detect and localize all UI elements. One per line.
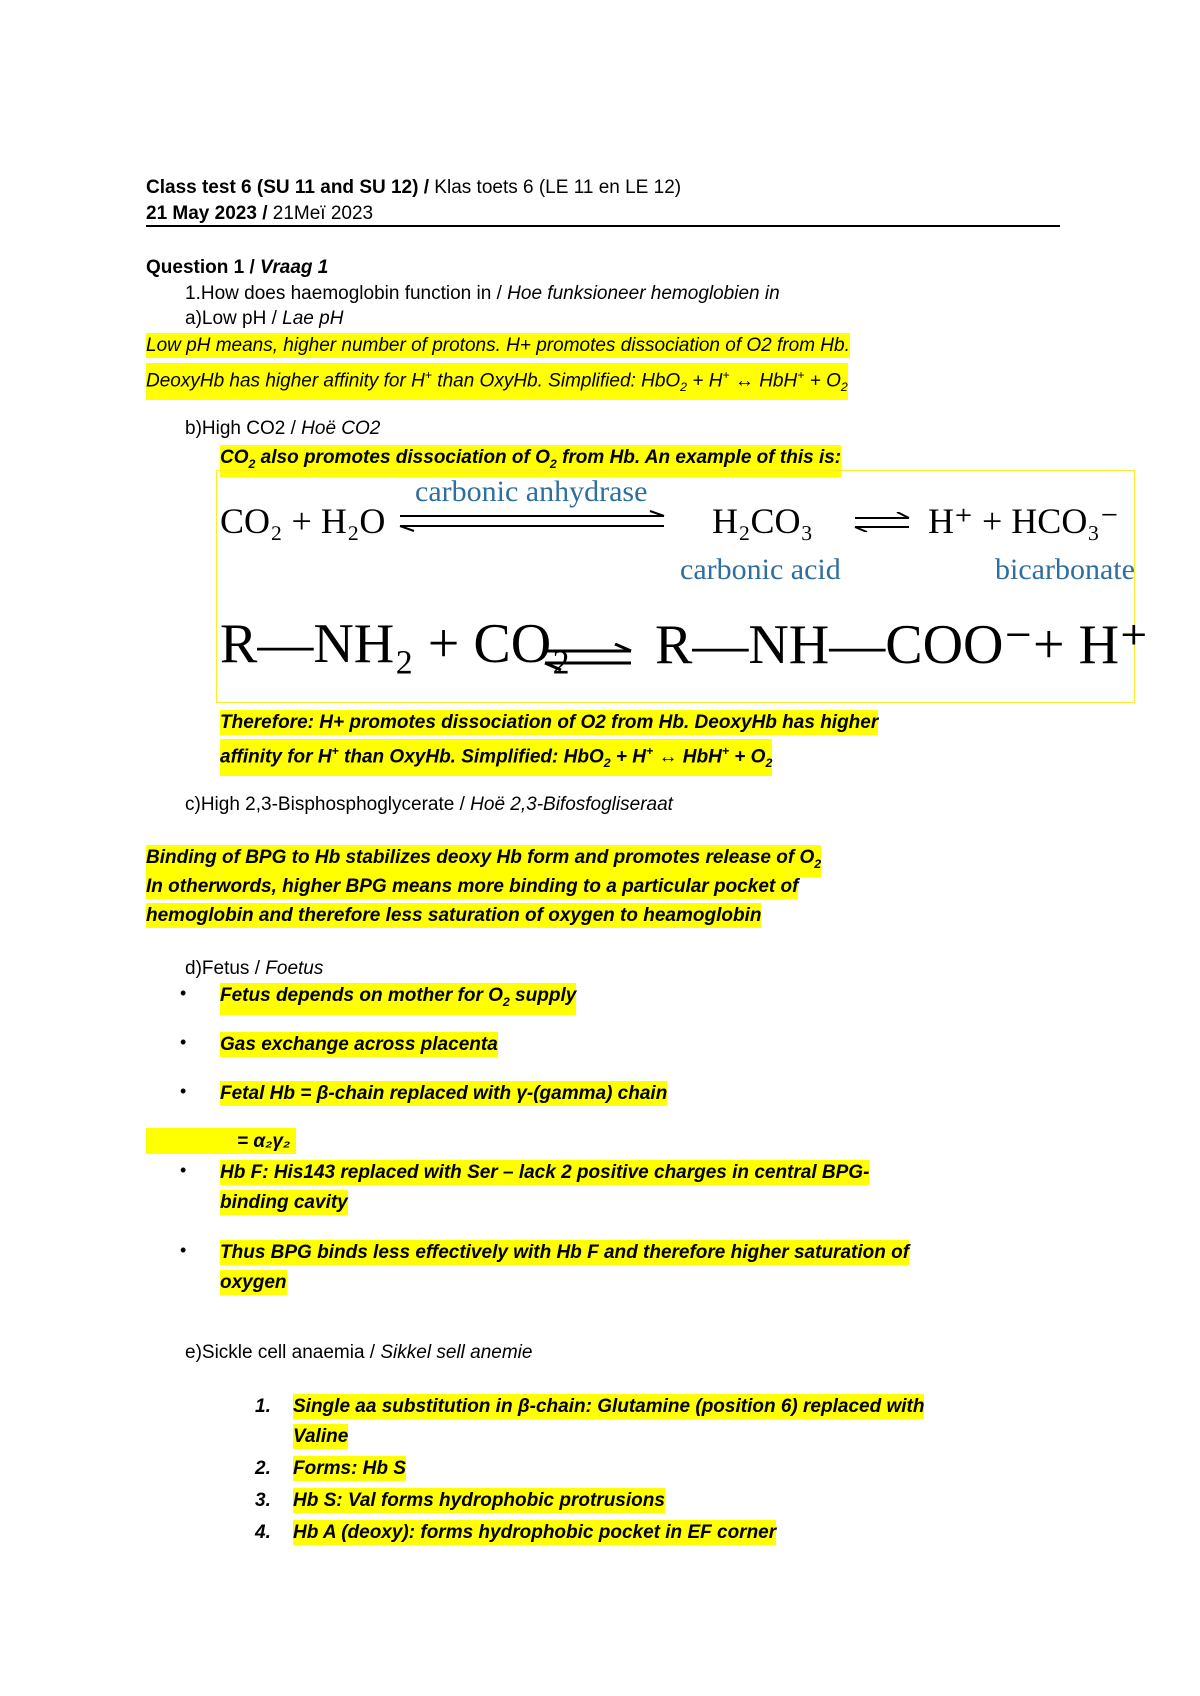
subscript-2: 2 <box>248 456 256 471</box>
superscript-plus: + <box>721 744 730 758</box>
bullet-icon: • <box>180 1081 187 1101</box>
superscript-plus: + <box>424 368 433 382</box>
part-e-item1-line2: Valine <box>293 1426 349 1447</box>
header-title <box>146 175 681 200</box>
part-b-text: + H <box>610 746 646 768</box>
eq2-right: R—NH—COO⁻+ H⁺ <box>655 614 1149 676</box>
part-a-label <box>185 306 343 331</box>
superscript-plus: + <box>331 744 339 758</box>
part-d-bullet5-line1: Thus BPG binds less effectively with Hb F and therefore higher saturation of <box>220 1242 910 1263</box>
question-intro <box>185 281 780 306</box>
header-date <box>146 201 373 226</box>
part-a-text: ↔ HbH <box>729 370 798 392</box>
part-e-item1-line1: Single aa substitution in β-chain: Glutamine (position 6) replaced with <box>293 1396 925 1417</box>
part-c-answer-line3: hemoglobin and therefore less saturation of oxygen to heamoglobin <box>146 905 762 926</box>
part-a-answer-line1: Low pH means, higher number of protons. H+ promotes dissociation of O2 from Hb. <box>146 335 850 356</box>
part-a-text: DeoxyHb has higher affinity for H <box>146 370 425 392</box>
subscript-2: 2 <box>765 756 773 771</box>
eq1-equilibrium-arrow <box>853 512 913 532</box>
part-b-text: than OxyHb. Simplified: HbO <box>338 746 604 768</box>
part-c-answer-line1 <box>146 845 821 877</box>
eq1-forward-arrow <box>398 510 668 532</box>
part-c-text: Binding of BPG to Hb stabilizes deoxy Hb form and promotes release of O <box>146 847 815 868</box>
part-d-bullet4-line1: Hb F: His143 replaced with Ser – lack 2 positive charges in central BPG- <box>220 1162 870 1183</box>
part-d-bullet4-line2: binding cavity <box>220 1192 348 1213</box>
title-en: Class test 6 (SU 11 and SU 12) / <box>146 177 430 198</box>
superscript-plus: + <box>645 744 654 758</box>
eq1-right-label: bicarbonate <box>995 553 1135 586</box>
part-d-label <box>185 956 323 981</box>
part-a-label-en: a)Low pH / <box>185 308 277 329</box>
part-b-text: + O <box>729 746 766 768</box>
part-b-label <box>185 416 380 441</box>
part-b-text: from Hb. An example of this is: <box>556 447 842 468</box>
eq1-middle: H₂CO₃ <box>712 501 814 541</box>
part-a-text: + H <box>687 370 723 392</box>
part-c-answer-line2: In otherwords, higher BPG means more binding to a particular pocket of <box>146 876 799 897</box>
question-label-af: Vraag 1 <box>260 257 329 278</box>
header-divider <box>146 225 1060 227</box>
part-b-therefore-line1: Therefore: H+ promotes dissociation of O2 from Hb. DeoxyHb has higher <box>220 712 879 733</box>
part-e-label-en: e)Sickle cell anaemia / <box>185 1342 376 1363</box>
part-d-label-en: d)Fetus / <box>185 958 260 979</box>
list-number: 4. <box>255 1522 271 1543</box>
bullet-icon: • <box>180 1240 187 1260</box>
subscript-2: 2 <box>603 756 611 771</box>
part-d-bullet3: Fetal Hb = β-chain replaced with γ-(gamma) chain <box>220 1083 668 1104</box>
question-intro-af: Hoe funksioneer hemoglobien in <box>507 283 780 304</box>
bullet-icon: • <box>180 983 187 1003</box>
date-af: 21Meï 2023 <box>272 203 374 224</box>
part-b-label-af: Hoë CO2 <box>301 418 381 439</box>
superscript-plus: + <box>722 368 730 382</box>
part-c-label-en: c)High 2,3-Bisphosphoglycerate / <box>185 794 465 815</box>
part-d-bullet1 <box>220 983 576 1015</box>
eq2-equilibrium-arrow <box>543 643 635 671</box>
bullet-icon: • <box>180 1160 187 1180</box>
list-number: 3. <box>255 1490 271 1511</box>
question-intro-en: 1.How does haemoglobin function in / <box>185 283 502 304</box>
superscript-plus: + <box>797 368 805 382</box>
eq1-right: H⁺ + HCO₃⁻ <box>928 501 1119 541</box>
part-a-answer-line2 <box>146 363 848 400</box>
part-d-label-af: Foetus <box>265 958 324 979</box>
part-b-label-en: b)High CO2 / <box>185 418 296 439</box>
question-label <box>146 255 328 280</box>
part-b-text: also promotes dissociation of O <box>255 447 550 468</box>
part-e-label-af: Sikkel sell anemie <box>380 1342 533 1363</box>
part-b-text: ↔ HbH <box>653 746 722 768</box>
subscript-2: 2 <box>549 456 557 471</box>
eq2-left: R—NH₂ + CO₂ <box>220 613 571 675</box>
part-b-therefore-line2 <box>220 739 772 776</box>
part-c-label <box>185 792 673 817</box>
part-a-label-af: Lae pH <box>282 308 344 329</box>
part-d-formula: = α₂γ₂ <box>237 1131 291 1152</box>
title-af: Klas toets 6 (LE 11 en LE 12) <box>434 177 682 198</box>
part-a-text: than OxyHb. Simplified: HbO <box>432 370 681 392</box>
part-e-item4: Hb A (deoxy): forms hydrophobic pocket in EF corner <box>293 1522 777 1543</box>
subscript-2: 2 <box>680 380 688 395</box>
question-label-en: Question 1 / <box>146 257 255 278</box>
part-e-label <box>185 1340 532 1365</box>
part-a-text: + O <box>804 370 841 392</box>
date-en: 21 May 2023 / <box>146 203 268 224</box>
list-number: 1. <box>255 1396 271 1417</box>
list-number: 2. <box>255 1458 271 1479</box>
bullet-icon: • <box>180 1032 187 1052</box>
part-e-item2: Forms: Hb S <box>293 1458 406 1479</box>
part-d-bullet5-line2: oxygen <box>220 1272 287 1293</box>
part-b-text: CO <box>220 447 249 468</box>
subscript-2: 2 <box>814 856 822 871</box>
part-b-text: affinity for H <box>220 746 332 768</box>
part-e-item3: Hb S: Val forms hydrophobic protrusions <box>293 1490 665 1511</box>
subscript-2: 2 <box>502 994 510 1009</box>
eq1-left: CO₂ + H₂O <box>220 501 386 541</box>
part-c-label-af: Hoë 2,3-Bifosfogliseraat <box>470 794 673 815</box>
subscript-2: 2 <box>840 380 848 395</box>
part-d-text: Fetus depends on mother for O <box>220 985 503 1006</box>
part-d-text: supply <box>509 985 577 1006</box>
part-d-bullet2: Gas exchange across placenta <box>220 1034 498 1055</box>
eq1-enzyme: carbonic anhydrase <box>415 475 648 508</box>
eq1-middle-label: carbonic acid <box>680 553 841 586</box>
